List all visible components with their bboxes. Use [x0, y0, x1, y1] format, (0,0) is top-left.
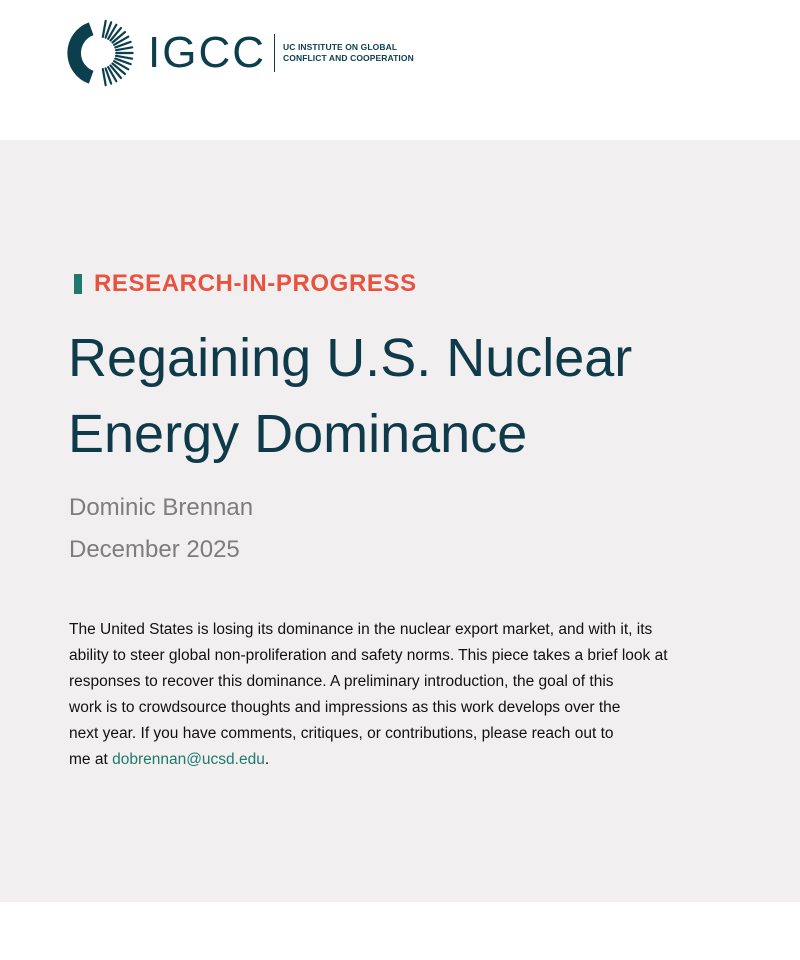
- abstract: [69, 617, 729, 773]
- logo-divider: [274, 34, 275, 72]
- cover-panel: [0, 140, 800, 902]
- igcc-logo[interactable]: [66, 18, 414, 88]
- header: [0, 0, 800, 140]
- author-name: Dominic Brennan: [69, 494, 254, 521]
- abstract-line: ability to steer global non-proliferation and safety norms. This piece takes a brief look at: [69, 647, 668, 664]
- logo-subtitle-line2: CONFLICT AND COOPERATION: [283, 53, 414, 63]
- logo-ray: [116, 47, 132, 50]
- title-line-2: Energy Dominance: [68, 404, 528, 464]
- publication-date: December 2025: [69, 536, 240, 563]
- abstract-line: responses to recover this dominance. A preliminary introduction, the goal of this: [69, 673, 614, 690]
- abstract-line: work is to crowdsource thoughts and impressions as this work develops over the: [69, 699, 621, 716]
- kicker-accent-bar: [74, 274, 82, 294]
- logo-ray: [116, 56, 132, 59]
- abstract-line: The United States is losing its dominance in the nuclear export market, and with it, its: [69, 621, 653, 638]
- abstract-last-prefix: me at: [69, 751, 113, 768]
- title-line-1: Regaining U.S. Nuclear: [68, 328, 633, 388]
- abstract-line: next year. If you have comments, critiques, or contributions, please reach out to: [69, 725, 614, 742]
- email-link[interactable]: dobrennan@ucsd.edu: [112, 751, 265, 768]
- logo-wordmark: IGCC: [148, 28, 266, 77]
- logo-subtitle: [283, 42, 414, 64]
- igcc-sunburst-icon: [66, 19, 134, 87]
- page-title: [68, 320, 748, 472]
- kicker-label: RESEARCH-IN-PROGRESS: [94, 270, 417, 297]
- logo-ray: [103, 69, 106, 85]
- kicker: [74, 270, 417, 298]
- logo-ray: [103, 21, 106, 37]
- logo-subtitle-line1: UC INSTITUTE ON GLOBAL: [283, 42, 398, 52]
- abstract-last-suffix: .: [264, 751, 270, 768]
